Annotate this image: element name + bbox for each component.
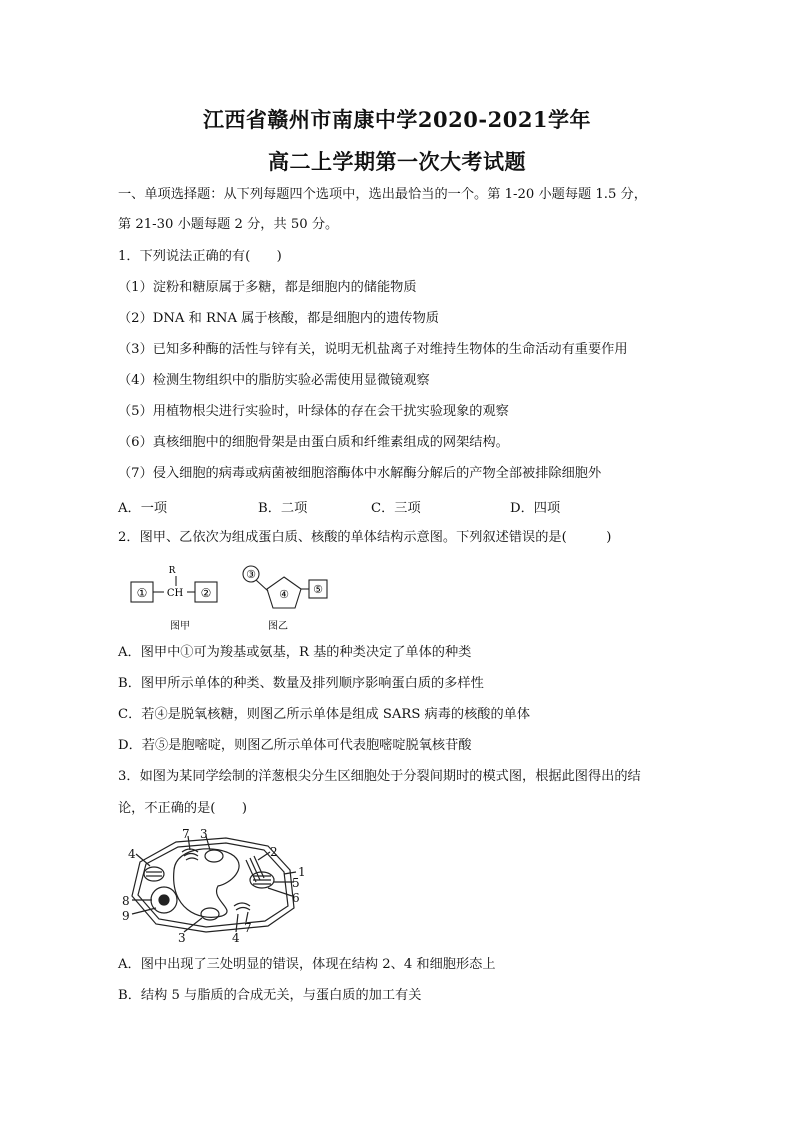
fig-label-3: ③ [246, 568, 256, 581]
section-heading-line2: 第 21-30 小题每题 2 分，共 50 分。 [118, 217, 339, 232]
cell-label-7a: 7 [182, 827, 190, 841]
cell-label-4b: 4 [232, 931, 240, 945]
q2-stem: 2．图甲、乙依次为组成蛋白质、核酸的单体结构示意图。下列叙述错误的是( ) [118, 530, 612, 545]
cell-label-5: 5 [292, 876, 300, 890]
fig-label-1: ① [136, 586, 148, 600]
q1-option-c: C．三项 [371, 501, 421, 516]
cell-label-8: 8 [122, 894, 130, 908]
q1-statement-4: （4）检测生物组织中的脂肪实验必需使用显微镜观察 [118, 373, 430, 388]
fig-caption-jia: 图甲 [170, 621, 190, 632]
golgi-bottom [234, 903, 250, 910]
chloroplast-left [144, 867, 164, 881]
q3-stem-line2: 论，不正确的是( ) [118, 801, 247, 816]
cell-label-1: 1 [298, 865, 306, 879]
endoplasmic-reticulum [246, 856, 264, 882]
cell-label-9: 9 [122, 909, 130, 923]
q1-option-a: A．一项 [118, 501, 168, 516]
mitochondrion-top [205, 850, 223, 862]
q1-statement-5: （5）用植物根尖进行实验时，叶绿体的存在会干扰实验现象的观察 [118, 404, 509, 419]
q1-statement-3: （3）已知多种酶的活性与锌有关，说明无机盐离子对维持生物体的生命活动有重要作用 [118, 342, 628, 357]
section-heading-line1: 一、单项选择题：从下列每题四个选项中，选出最恰当的一个。第 1-20 小题每题 1.5 分， [118, 187, 647, 202]
exam-title-line2: 高二上学期第一次大考试题 [268, 149, 526, 174]
cell-label-6: 6 [292, 891, 300, 905]
cell-label-3b: 3 [178, 931, 186, 945]
mitochondrion-bottom [201, 908, 219, 920]
fig-label-2: ② [200, 586, 212, 600]
q2-option-b: B．图甲所示单体的种类、数量及排列顺序影响蛋白质的多样性 [118, 676, 484, 691]
fig-label-4: ④ [279, 588, 289, 601]
exam-title-line1: 江西省赣州市南康中学2020-2021学年 [202, 107, 592, 132]
q1-statement-6: （6）真核细胞中的细胞骨架是由蛋白质和纤维素组成的网架结构。 [118, 435, 509, 450]
cell-label-7b: 7 [244, 921, 252, 935]
q2-option-c: C．若④是脱氧核糖，则图乙所示单体是组成 SARS 病毒的核酸的单体 [118, 707, 531, 722]
q3-option-b: B．结构 5 与脂质的合成无关，与蛋白质的加工有关 [118, 988, 422, 1003]
fig-label-5: ⑤ [313, 583, 323, 596]
q3-stem-line1: 3．如图为某同学绘制的洋葱根尖分生区细胞处于分裂间期时的模式图，根据此图得出的结 [118, 769, 641, 784]
q1-statement-7: （7）侵入细胞的病毒或病菌被细胞溶酶体中水解酶分解后的产物全部被排除细胞外 [118, 466, 602, 481]
fig-caption-yi: 图乙 [268, 621, 288, 632]
q3-option-a: A．图中出现了三处明显的错误，体现在结构 2、4 和细胞形态上 [118, 957, 496, 972]
fig-label-ch: CH [166, 588, 184, 599]
cell-label-4a: 4 [128, 847, 136, 861]
q1-stem: 1．下列说法正确的有( ) [118, 249, 282, 264]
q2-monomer-figure [125, 563, 335, 635]
cell-label-2: 2 [270, 845, 278, 859]
q1-option-d: D．四项 [510, 501, 561, 516]
q3-cell-figure [118, 826, 318, 946]
cell-label-3a: 3 [200, 827, 208, 841]
q2-option-a: A．图甲中①可为羧基或氨基，R 基的种类决定了单体的种类 [118, 645, 472, 660]
q1-statement-1: （1）淀粉和糖原属于多糖，都是细胞内的储能物质 [118, 280, 417, 295]
fig-label-r: R [168, 566, 176, 576]
q1-statement-2: （2）DNA 和 RNA 属于核酸，都是细胞内的遗传物质 [118, 311, 439, 326]
q2-option-d: D．若⑤是胞嘧啶，则图乙所示单体可代表胞嘧啶脱氧核苷酸 [118, 738, 472, 753]
q1-option-b: B．二项 [258, 501, 308, 516]
